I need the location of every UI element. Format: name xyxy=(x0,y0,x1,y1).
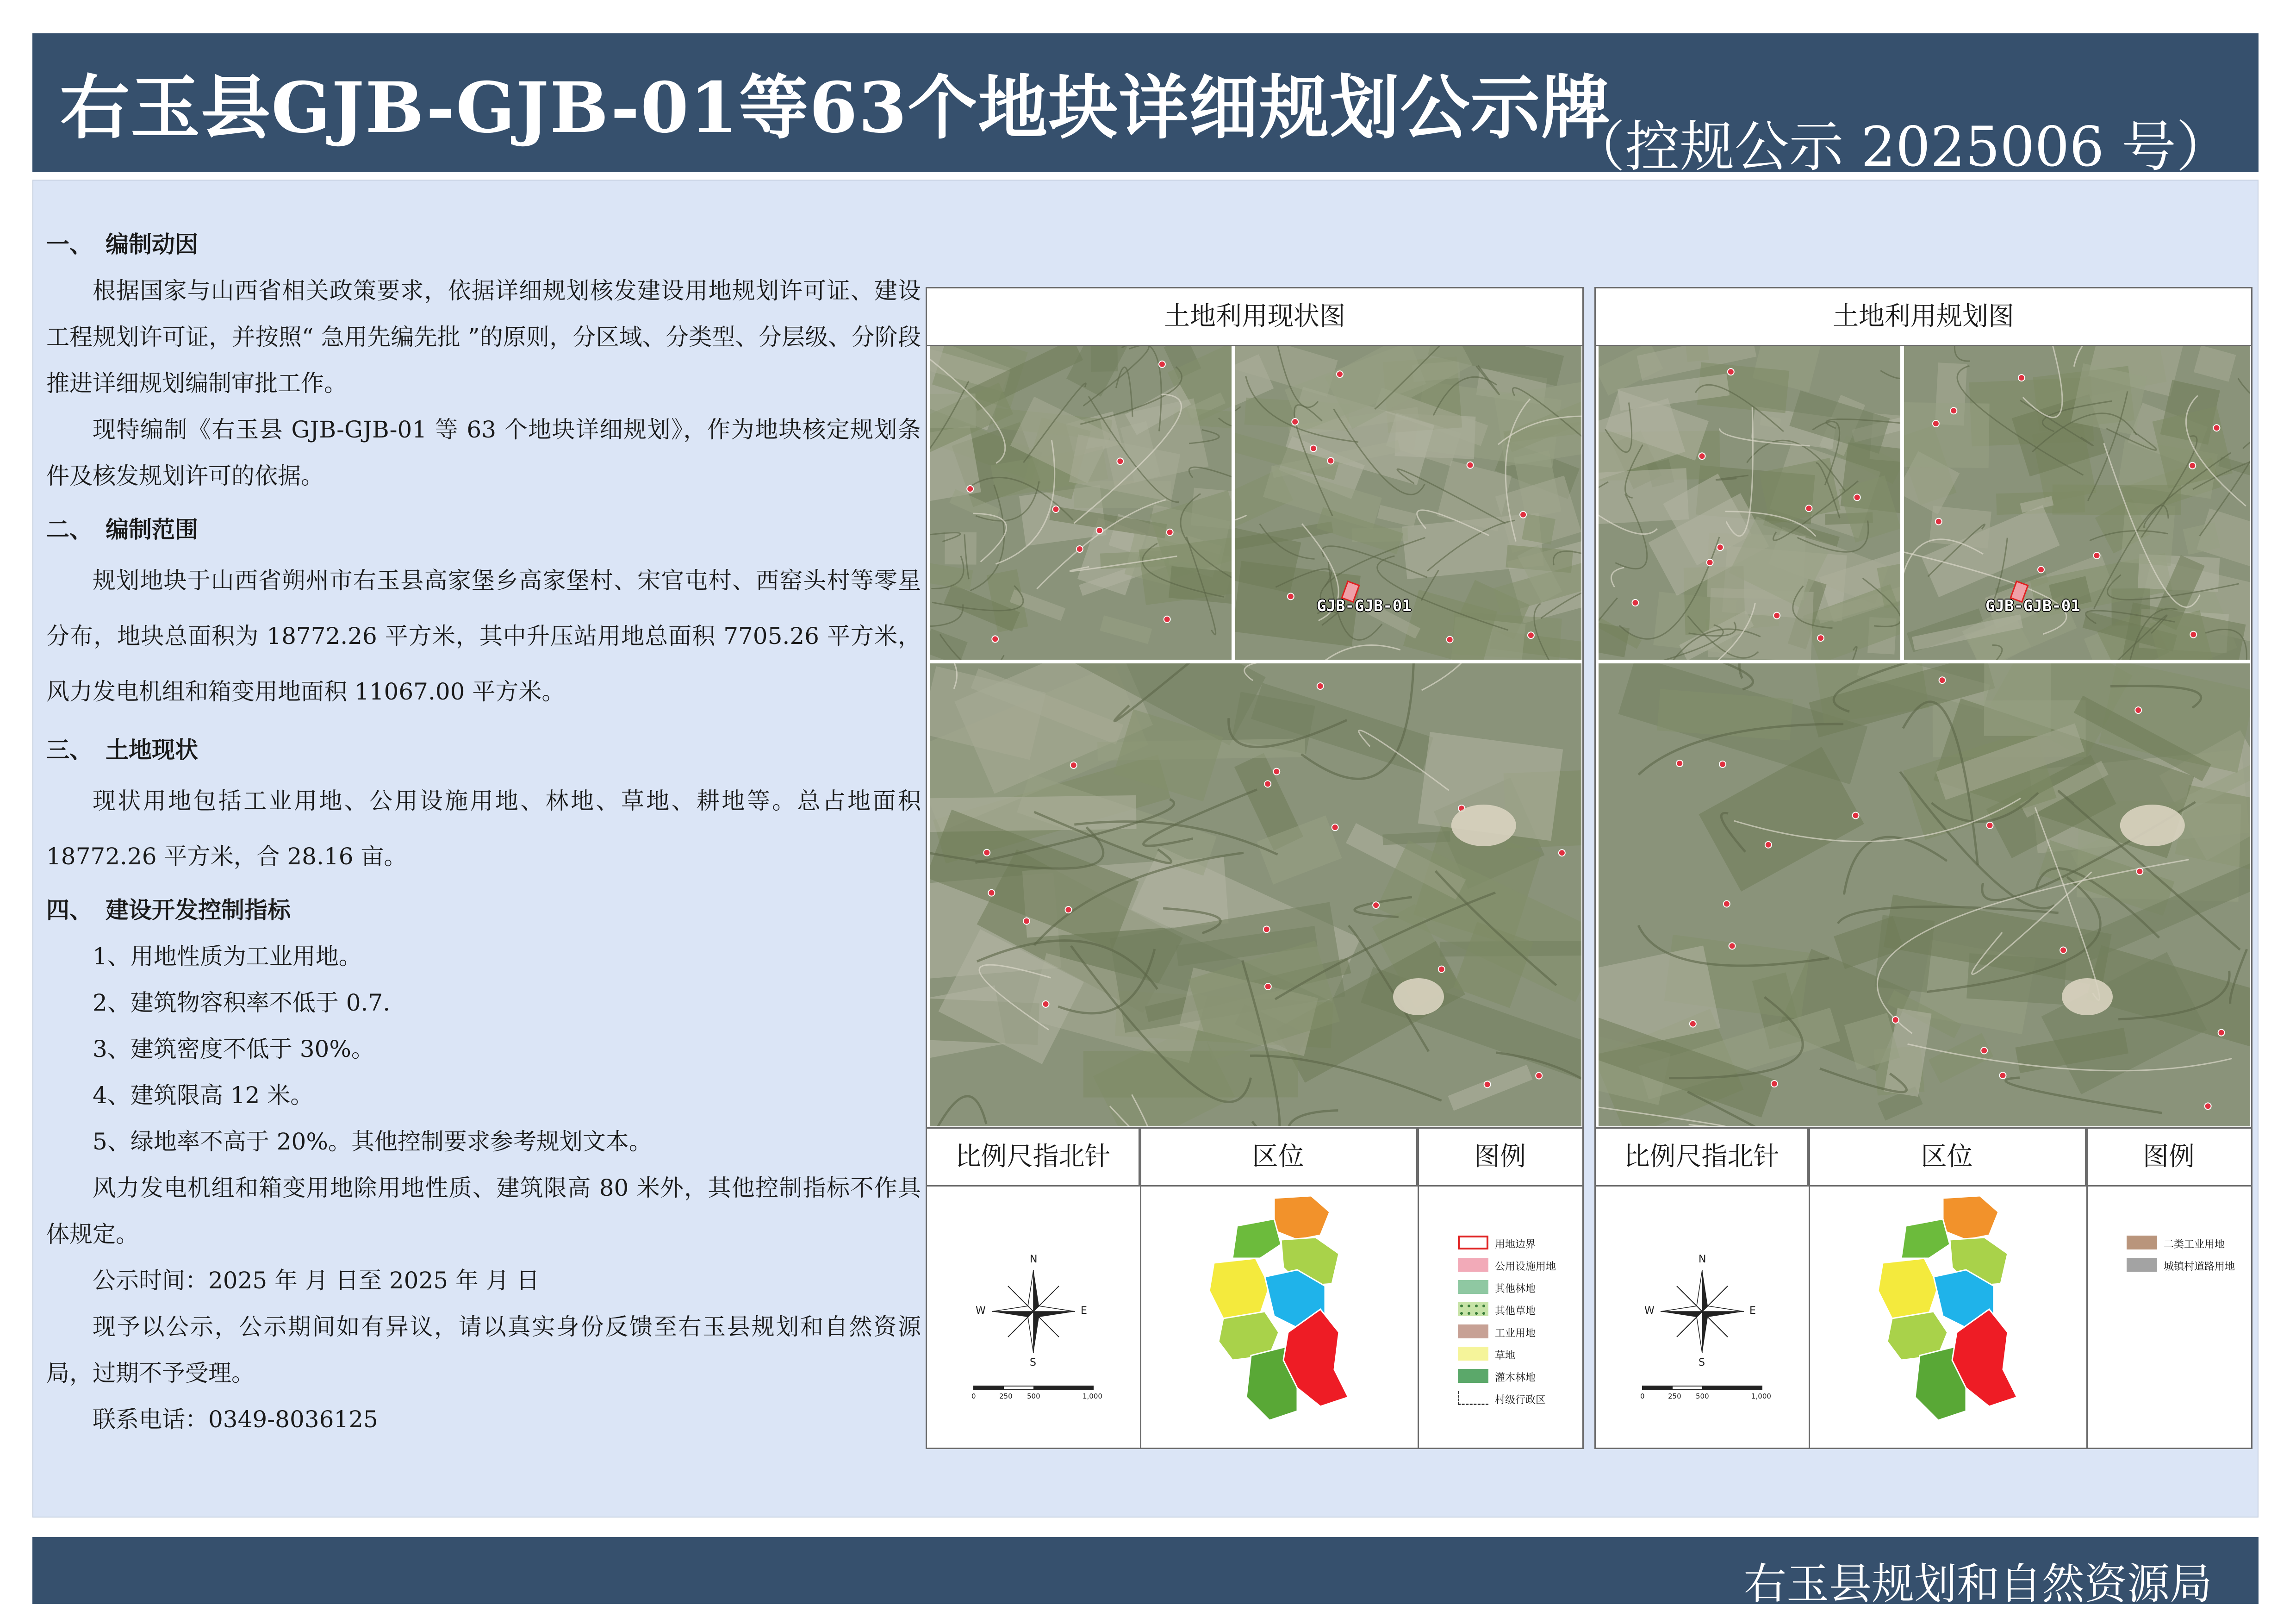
township-region xyxy=(1274,1196,1330,1240)
legend-swatch xyxy=(1458,1280,1488,1294)
wind-turbine-site-marker xyxy=(1043,1001,1049,1007)
current-land-use-map xyxy=(926,287,1584,1449)
township-region xyxy=(1232,1219,1281,1258)
wind-turbine-site-marker xyxy=(1327,457,1334,464)
legend-label: 其他林地 xyxy=(1495,1283,1536,1295)
legend-label: 草地 xyxy=(1495,1350,1516,1362)
wind-turbine-site-marker xyxy=(2205,1103,2211,1109)
location-header: 区位 xyxy=(1140,1129,1418,1185)
wind-turbine-site-marker xyxy=(1438,966,1445,973)
legend-label: 二类工业用地 xyxy=(2164,1239,2225,1250)
wind-turbine-site-marker xyxy=(1337,371,1343,377)
legend-header: 图例 xyxy=(2143,1142,2195,1172)
wind-turbine-site-marker xyxy=(1332,824,1338,831)
control-index-item: 5、绿地率不高于 20%。其他控制要求参考规划文本。 xyxy=(93,1128,652,1155)
wind-turbine-site-marker xyxy=(1052,506,1059,512)
wind-turbine-site-marker xyxy=(2018,375,2025,381)
section-heading: 二、 编制范围 xyxy=(46,516,198,543)
wind-turbine-site-marker xyxy=(2038,566,2044,573)
wind-turbine-site-marker xyxy=(1167,529,1173,536)
wind-turbine-site-marker xyxy=(1853,812,1859,818)
compass-east-label: E xyxy=(1081,1305,1087,1317)
location-header: 区位 xyxy=(1809,1129,2086,1185)
legend-swatch xyxy=(2127,1236,2157,1249)
satellite-image xyxy=(930,663,1581,1126)
wind-turbine-site-marker xyxy=(1765,842,1772,848)
legend-label: 公用设施用地 xyxy=(1495,1261,1556,1273)
legend-label: 城镇村道路用地 xyxy=(2164,1261,2235,1273)
legend-swatch xyxy=(1458,1324,1488,1338)
wind-turbine-site-marker xyxy=(1724,900,1730,907)
section-heading: 一、 编制动因 xyxy=(46,231,198,258)
wind-turbine-site-marker xyxy=(2135,707,2141,713)
map-title: 土地利用规划图 xyxy=(1596,288,2251,346)
compass-west-label: W xyxy=(976,1305,986,1317)
legend-label: 村级行政区 xyxy=(1495,1394,1546,1406)
legend-swatch xyxy=(2127,1258,2157,1272)
scale-tick-label: 500 xyxy=(1696,1392,1709,1400)
wind-turbine-site-marker xyxy=(1373,902,1379,908)
scale-north-header: 比例尺指北针 xyxy=(927,1129,1140,1185)
plot-label: GJB-GJB-01 xyxy=(1317,597,1412,615)
wind-turbine-site-marker xyxy=(1981,1047,1987,1054)
paragraph: 现予以公示，公示期间如有异议，请以真实身份反馈至右玉县规划和自然资源局，过期不予受理。 xyxy=(46,1313,921,1387)
township-region xyxy=(1943,1196,1998,1240)
announcement-code: （控规公示 2025006 号） xyxy=(1570,115,2231,179)
wind-turbine-site-marker xyxy=(2218,1030,2225,1036)
scale-tick-label: 250 xyxy=(1668,1392,1681,1400)
north-arrow-icon xyxy=(1656,1265,1748,1358)
publicity-period: 公示时间：2025 年 月 日至 2025 年 月 日 xyxy=(93,1267,540,1294)
legend-label: 工业用地 xyxy=(1495,1328,1536,1339)
wind-turbine-site-marker xyxy=(1288,593,1294,600)
compass-west-label: W xyxy=(1644,1305,1655,1317)
wind-turbine-site-marker xyxy=(1265,983,1271,990)
compass-east-label: E xyxy=(1749,1305,1756,1317)
wind-turbine-site-marker xyxy=(992,636,998,642)
wind-turbine-site-marker xyxy=(1771,1081,1778,1087)
map-title: 土地利用现状图 xyxy=(927,288,1582,346)
wind-turbine-site-marker xyxy=(2213,425,2220,431)
aerial-imagery xyxy=(930,663,1581,1126)
scale-tick-label: 500 xyxy=(1027,1392,1040,1400)
wind-turbine-site-marker xyxy=(2094,552,2100,559)
scale-bar xyxy=(973,1386,1094,1390)
wind-turbine-site-marker xyxy=(1854,494,1860,500)
wind-turbine-site-marker xyxy=(1273,768,1280,775)
wind-turbine-site-marker xyxy=(1536,1073,1542,1079)
aerial-imagery xyxy=(1599,663,2250,1126)
wind-turbine-site-marker xyxy=(1935,518,1942,525)
wind-turbine-site-marker xyxy=(1263,926,1270,932)
wind-turbine-site-marker xyxy=(1729,943,1736,949)
wind-turbine-site-marker xyxy=(1264,781,1271,787)
wind-turbine-site-marker xyxy=(1447,637,1453,643)
wind-turbine-site-marker xyxy=(1292,418,1298,425)
wind-turbine-site-marker xyxy=(1632,600,1638,606)
legend-swatch xyxy=(1458,1369,1488,1383)
aerial-imagery xyxy=(1599,346,1900,660)
wind-turbine-site-marker xyxy=(1467,462,1474,468)
legend-label: 其他草地 xyxy=(1495,1305,1536,1317)
wind-turbine-site-marker xyxy=(1717,544,1724,550)
satellite-image xyxy=(930,346,1232,660)
legend-header: 图例 xyxy=(1474,1142,1526,1172)
township-region xyxy=(1878,1258,1938,1318)
wind-turbine-site-marker xyxy=(1676,760,1683,767)
wind-turbine-site-marker xyxy=(1933,420,1939,427)
wind-turbine-site-marker xyxy=(1987,822,1993,829)
scale-tick-label: 1,000 xyxy=(1083,1392,1102,1400)
control-index-item: 2、建筑物容积率不低于 0.7. xyxy=(93,989,391,1016)
wind-turbine-site-marker xyxy=(988,890,995,896)
aerial-imagery xyxy=(930,346,1232,660)
wind-turbine-site-marker xyxy=(1070,762,1077,768)
wind-turbine-site-marker xyxy=(1076,546,1083,552)
location-map xyxy=(1873,1193,2031,1434)
wind-turbine-site-marker xyxy=(1939,677,1946,683)
paragraph: 根据国家与山西省相关政策要求，依据详细规划核发建设用地规划许可证、建设工程规划许可证，并按照“ 急用先编先批 ”的原则，分区域、分类型、分层级、分阶段推进详细规划编制审批工作。 xyxy=(46,277,921,397)
wind-turbine-site-marker xyxy=(1164,616,1170,623)
satellite-image xyxy=(1235,346,1581,660)
compass-north-label: N xyxy=(1699,1254,1706,1265)
location-map xyxy=(1205,1193,1362,1434)
paragraph: 风力发电机组和箱变用地除用地性质、建筑限高 80 米外，其他控制指标不作具体规定。 xyxy=(46,1174,921,1248)
plot-label: GJB-GJB-01 xyxy=(1985,597,2080,615)
north-arrow-icon xyxy=(987,1265,1080,1358)
wind-turbine-site-marker xyxy=(1999,1072,2006,1079)
wind-turbine-site-marker xyxy=(1317,683,1324,689)
wind-turbine-site-marker xyxy=(1773,612,1780,619)
scale-tick-label: 0 xyxy=(971,1392,976,1400)
compass-north-label: N xyxy=(1030,1254,1038,1265)
township-region xyxy=(1901,1219,1950,1258)
wind-turbine-site-marker xyxy=(2190,631,2196,638)
legend-swatch xyxy=(1458,1236,1488,1249)
wind-turbine-site-marker xyxy=(1950,407,1957,414)
planned-land-use-map xyxy=(1594,287,2252,1449)
township-region xyxy=(1209,1258,1269,1318)
wind-turbine-site-marker xyxy=(1892,1017,1899,1023)
satellite-image xyxy=(1599,346,1900,660)
map-info-header xyxy=(1596,1127,2251,1187)
wind-turbine-site-marker xyxy=(967,486,973,492)
scale-tick-label: 0 xyxy=(1640,1392,1645,1400)
wind-turbine-site-marker xyxy=(1728,369,1734,375)
wind-turbine-site-marker xyxy=(1096,527,1103,534)
control-index-item: 4、建筑限高 12 米。 xyxy=(93,1082,314,1109)
divider xyxy=(1809,1127,1810,1448)
wind-turbine-site-marker xyxy=(1707,559,1713,566)
wind-turbine-site-marker xyxy=(1817,635,1824,641)
wind-turbine-site-marker xyxy=(1484,1081,1491,1087)
control-index-item: 1、用地性质为工业用地。 xyxy=(93,943,362,970)
contact-phone: 联系电话：0349-8036125 xyxy=(93,1406,378,1433)
satellite-image xyxy=(1904,346,2250,660)
legend-swatch xyxy=(1458,1302,1488,1316)
header-banner xyxy=(32,33,2259,179)
scale-tick-label: 250 xyxy=(999,1392,1013,1400)
notice-text xyxy=(46,218,921,1443)
divider xyxy=(1140,1127,1141,1448)
footer-banner xyxy=(32,1537,2259,1609)
wind-turbine-site-marker xyxy=(1805,505,1812,512)
wind-turbine-site-marker xyxy=(1310,445,1317,452)
wind-turbine-site-marker xyxy=(1559,849,1565,856)
control-index-item: 3、建筑密度不低于 30%。 xyxy=(93,1036,374,1062)
page-title: 右玉县GJB-GJB-01等63个地块详细规划公示牌 xyxy=(60,67,1612,149)
wind-turbine-site-marker xyxy=(1528,632,1534,638)
scale-tick-label: 1,000 xyxy=(1751,1392,1771,1400)
legend-swatch xyxy=(1458,1258,1488,1272)
organization-name: 右玉县规划和自然资源局 xyxy=(1743,1559,2212,1609)
divider xyxy=(2086,1127,2088,1448)
legend-swatch xyxy=(1458,1391,1488,1405)
map-info-header xyxy=(927,1127,1582,1187)
paragraph: 现特编制《右玉县 GJB-GJB-01 等 63 个地块详细规划》，作为地块核定规划条件及核发规划许可的依据。 xyxy=(46,416,921,489)
wind-turbine-site-marker xyxy=(1117,458,1123,464)
section-heading: 三、 土地现状 xyxy=(46,736,198,763)
scale-north-header: 比例尺指北针 xyxy=(1596,1129,1809,1185)
legend-label: 灌木林地 xyxy=(1495,1372,1536,1384)
legend-label: 用地边界 xyxy=(1495,1239,1536,1250)
compass-south-label: S xyxy=(1699,1357,1705,1368)
satellite-image xyxy=(1599,663,2250,1126)
wind-turbine-site-marker xyxy=(1159,361,1165,368)
section-heading: 四、 建设开发控制指标 xyxy=(46,896,291,924)
compass-south-label: S xyxy=(1030,1357,1036,1368)
wind-turbine-site-marker xyxy=(1023,918,1030,924)
wind-turbine-site-marker xyxy=(983,849,990,856)
wind-turbine-site-marker xyxy=(1719,761,1726,768)
scale-bar xyxy=(1642,1386,1762,1390)
wind-turbine-site-marker xyxy=(2136,868,2143,874)
wind-turbine-site-marker xyxy=(1690,1021,1696,1027)
wind-turbine-site-marker xyxy=(1699,453,1705,459)
paragraph: 现状用地包括工业用地、公用设施用地、林地、草地、耕地等。总占地面积18772.26 平方米，合 28.16 亩。 xyxy=(46,787,921,870)
legend-swatch xyxy=(1458,1347,1488,1361)
wind-turbine-site-marker xyxy=(2060,947,2066,954)
wind-turbine-site-marker xyxy=(1065,906,1071,913)
wind-turbine-site-marker xyxy=(2189,462,2196,469)
wind-turbine-site-marker xyxy=(1520,512,1526,518)
divider xyxy=(1418,1127,1419,1448)
paragraph: 规划地块于山西省朔州市右玉县高家堡乡高家堡村、宋官屯村、西窑头村等零星分布，地块总面积为 18772.26 平方米，其中升压站用地总面积 7705.26 平方米，风力发电机组和箱变用地面积 11067.00 平方米。 xyxy=(46,567,921,705)
